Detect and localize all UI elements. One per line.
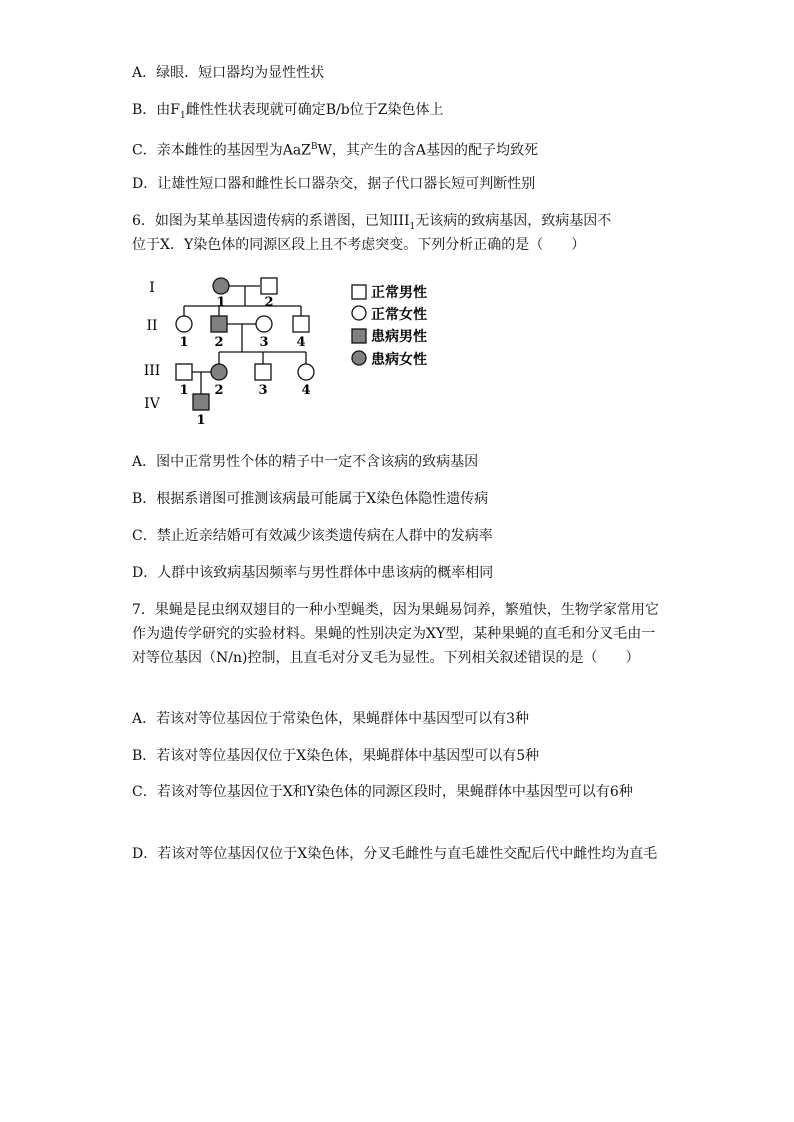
q7-option-c: C．若该对等位基因位于X和Y染色体的同源区段时，果蝇群体中基因型可以有6种: [132, 784, 633, 800]
q5-option-a: A．绿眼．短口器均为显性性状: [132, 65, 325, 81]
q5-option-c: [132, 138, 538, 160]
label-IV-1: 1: [196, 413, 206, 428]
individual-I-2: [261, 278, 277, 294]
q6-option-c: C．禁止近亲结婚可有效减少该类遗传病在人群中的发病率: [132, 528, 493, 544]
legend-affected-male-icon: [352, 329, 366, 343]
individual-II-4: [293, 316, 309, 332]
legend-affected-female: 患病女性: [371, 352, 427, 368]
q5-option-c-post: W，其产生的含A基因的配子均致死: [317, 142, 539, 159]
q5-option-c-sup: B: [310, 142, 318, 152]
q7-option-b: B．若该对等位基因仅位于X染色体，果蝇群体中基因型可以有5种: [132, 748, 540, 764]
legend-affected-female-icon: [352, 351, 366, 365]
pedigree-chart: [140, 268, 450, 428]
individual-III-2: [211, 364, 227, 380]
label-III-2: 2: [214, 383, 224, 398]
individual-II-3: [256, 316, 272, 332]
individual-II-1: [176, 316, 192, 332]
gen-label-III: III: [143, 363, 161, 379]
pedigree-lines: [184, 286, 306, 394]
label-II-3: 3: [259, 335, 269, 350]
q5-option-b-post: 雌性性状表现就可确定B/b位于Z染色体上: [185, 102, 444, 118]
label-III-1: 1: [179, 383, 189, 398]
label-II-1: 1: [179, 335, 189, 350]
q7-option-d: D．若该对等位基因仅位于X染色体，分叉毛雌性与直毛雄性交配后代中雌性均为直毛: [132, 846, 658, 862]
label-II-4: 4: [296, 335, 306, 350]
label-III-3: 3: [258, 383, 268, 398]
q6-stem-post: 无该病的致病基因，致病基因不: [415, 213, 612, 229]
q6-option-a: A．图中正常男性个体的精子中一定不含该病的致病基因: [132, 454, 479, 470]
legend-normal-male-icon: [352, 285, 366, 299]
individual-II-2: [211, 316, 227, 332]
label-I-2: 2: [264, 295, 274, 310]
q6-stem-line1: [132, 212, 611, 236]
individual-IV-1: [193, 394, 209, 410]
gen-label-IV: IV: [144, 396, 160, 412]
label-II-2: 2: [214, 335, 224, 350]
label-III-4: 4: [301, 383, 311, 398]
gen-label-II: II: [146, 318, 158, 334]
q6-stem-sub: 1: [409, 221, 416, 232]
legend-normal-male: 正常男性: [371, 285, 427, 301]
label-I-1: 1: [216, 295, 226, 310]
q5-option-b-sub: 1: [180, 110, 186, 121]
q5-option-d: D．让雄性短口器和雌性长口器杂交，据子代口器长短可判断性别: [132, 176, 536, 192]
individual-III-3: [255, 364, 271, 380]
q6-stem-line2: 位于X．Y染色体的同源区段上且不考虑突变。下列分析正确的是（ ）: [132, 237, 586, 253]
q5-option-b: [132, 101, 443, 125]
q5-option-b-pre: B．由F: [132, 102, 181, 118]
q7-option-a: A．若该对等位基因位于常染色体，果蝇群体中基因型可以有3种: [132, 711, 530, 727]
gen-label-I: I: [149, 280, 155, 296]
individual-III-4: [298, 364, 314, 380]
q7-stem: 7．果蝇是昆虫纲双翅目的一种小型蝇类，因为果蝇易饲养，繁殖快，生物学家常用它作为遗传学研究的实验材料。果蝇的性别决定为XY型，某种果蝇的直毛和分叉毛由一对等位基因（N/n)控制，且直毛对分叉毛为显性。下列相关叙述错误的是（ ）: [132, 602, 659, 666]
q6-stem-pre: 6．如图为某单基因遗传病的系谱图，已知III: [132, 213, 410, 229]
q5-option-c-pre: C．亲本雌性的基因型为AaZ: [132, 142, 311, 159]
individual-III-1: [176, 364, 192, 380]
q6-option-b: B．根据系谱图可推测该病最可能属于X染色体隐性遗传病: [132, 491, 489, 507]
individual-I-1: [213, 278, 229, 294]
q6-option-d: D．人群中该致病基因频率与男性群体中患该病的概率相同: [132, 565, 494, 581]
legend-affected-male: 患病男性: [371, 329, 427, 345]
legend-normal-female-icon: [352, 306, 366, 320]
legend-normal-female: 正常女性: [371, 307, 427, 323]
